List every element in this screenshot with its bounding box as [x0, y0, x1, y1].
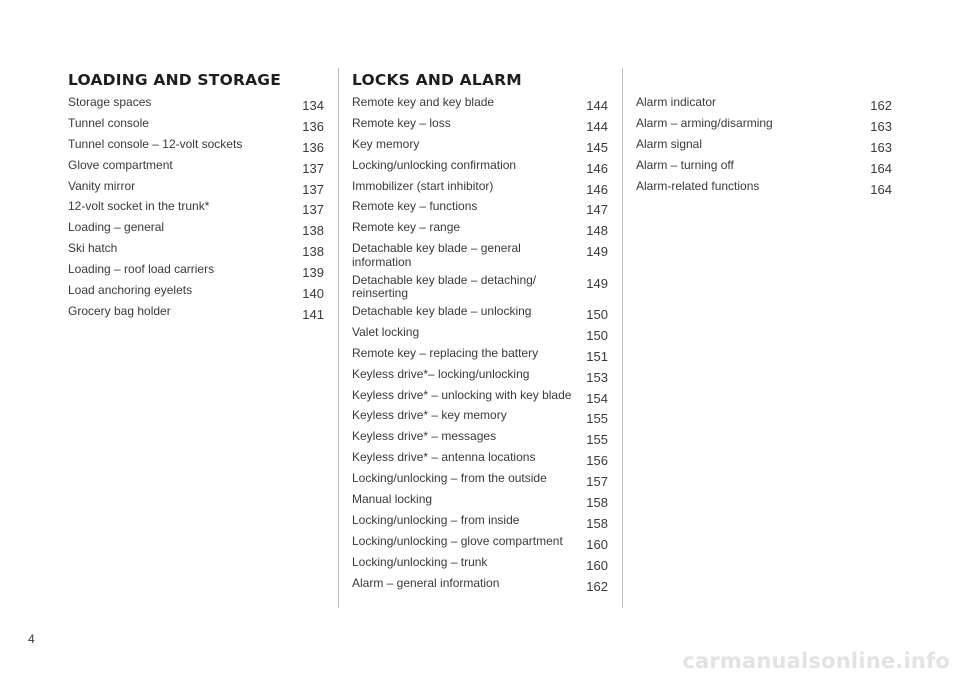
toc-entry[interactable]: Keyless drive* – antenna locations 156	[352, 450, 608, 469]
toc-entry[interactable]: Keyless drive* – key memory 155	[352, 408, 608, 427]
toc-entry[interactable]: Locking/unlocking confirmation 146	[352, 157, 608, 176]
toc-entry[interactable]: Remote key – loss 144	[352, 115, 608, 134]
watermark: carmanualsonline.info	[682, 649, 950, 673]
toc-column-locks-alarm	[352, 70, 608, 597]
toc-entry[interactable]: Tunnel console 136	[68, 115, 324, 134]
column-divider	[338, 68, 339, 608]
toc-entry[interactable]: Storage spaces 134	[68, 95, 324, 113]
toc-entry[interactable]: Remote key – functions 147	[352, 199, 608, 218]
toc-entry[interactable]: Keyless drive* – unlocking with key blade 154	[352, 387, 608, 406]
toc-entry[interactable]: Keyless drive* – messages 155	[352, 429, 608, 448]
section-heading-loading-storage: LOADING AND STORAGE	[68, 71, 281, 89]
toc-entry[interactable]: Loading – general 138	[68, 220, 324, 239]
toc-entry[interactable]: Alarm – arming/disarming 163	[636, 115, 892, 134]
toc-entry[interactable]: Locking/unlocking – trunk 160	[352, 554, 608, 573]
toc-entry[interactable]: Manual locking 158	[352, 492, 608, 511]
toc-entry[interactable]: Glove compartment 137	[68, 157, 324, 176]
toc-entry[interactable]: Detachable key blade – unlocking 150	[352, 304, 608, 323]
toc-entry[interactable]: Remote key – replacing the battery 151	[352, 345, 608, 364]
toc-entry[interactable]: Immobilizer (start inhibitor) 146	[352, 178, 608, 197]
toc-entry[interactable]: 12-volt socket in the trunk* 137	[68, 199, 324, 218]
toc-entry[interactable]: Key memory 145	[352, 136, 608, 155]
toc-entry[interactable]: Alarm – turning off 164	[636, 157, 892, 176]
column-divider	[622, 68, 623, 608]
toc-entry[interactable]: Loading – roof load carriers 139	[68, 262, 324, 281]
toc-column-loading-storage	[68, 70, 324, 326]
toc-entry[interactable]: Alarm signal 163	[636, 136, 892, 155]
toc-entry[interactable]: Vanity mirror 137	[68, 178, 324, 197]
toc-entry[interactable]: Remote key – range 148	[352, 220, 608, 239]
toc-entry[interactable]: Grocery bag holder 141	[68, 303, 324, 322]
toc-entry[interactable]: Detachable key blade – general information 149	[352, 241, 608, 269]
toc-entry[interactable]: Alarm-related functions 164	[636, 178, 892, 197]
toc-entry[interactable]: Locking/unlocking – from inside 158	[352, 512, 608, 531]
toc-entry[interactable]: Tunnel console – 12-volt sockets 136	[68, 136, 324, 155]
toc-entry[interactable]: Valet locking 150	[352, 324, 608, 343]
toc-entry[interactable]: Locking/unlocking – from the outside 157	[352, 471, 608, 490]
toc-column-locks-alarm-continued	[636, 70, 892, 200]
section-heading-locks-alarm: LOCKS AND ALARM	[352, 71, 522, 89]
toc-entry[interactable]: Remote key and key blade 144	[352, 95, 608, 113]
toc-entry[interactable]: Load anchoring eyelets 140	[68, 283, 324, 302]
toc-entry[interactable]: Locking/unlocking – glove compartment 160	[352, 533, 608, 552]
toc-entry[interactable]: Ski hatch 138	[68, 241, 324, 260]
toc-entry[interactable]: Alarm indicator 162	[636, 95, 892, 113]
page-number: 4	[28, 632, 35, 646]
toc-entry[interactable]: Keyless drive*– locking/unlocking 153	[352, 366, 608, 385]
toc-entry[interactable]: Alarm – general information 162	[352, 575, 608, 594]
toc-entry[interactable]: Detachable key blade – detaching/ reinserting 149	[352, 272, 608, 301]
